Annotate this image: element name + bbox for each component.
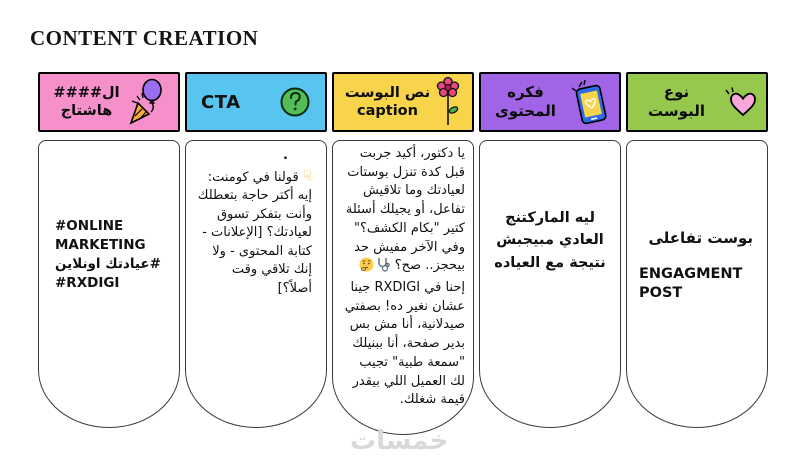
phone-heart-icon: [569, 78, 613, 126]
page-title: CONTENT CREATION: [30, 26, 259, 50]
column-cta: [185, 72, 327, 435]
post-type-card[interactable]: [626, 140, 768, 428]
post-type-header-title: نوع البوست: [648, 83, 705, 120]
cta-card[interactable]: [185, 140, 327, 428]
stethoscope-icon: [376, 257, 390, 279]
columns-board: [38, 72, 768, 435]
hashtag-card[interactable]: [38, 140, 180, 428]
hashtag-item: #RXDIGI: [55, 274, 120, 291]
caption-header-line1: نص البوست: [344, 84, 431, 101]
cta-dot: .: [283, 148, 288, 163]
cta-text-content: قولنا في كومنت: إيه أكتر حاجة بتعطلك وأنت بتفكر تسوق لعيادتك؟ [الإعلانات - كتابة المحتوى - ولا إنك تلاقي وقت أصلاً؟]: [197, 169, 312, 297]
hashtag-header-line2: هاشتاج: [60, 103, 113, 119]
hashtag-header-line1: ال####: [53, 84, 120, 101]
hashtag-item: #عيادتك اونلاين: [55, 255, 161, 272]
flower-icon: [435, 76, 461, 128]
post-type-arabic: بوست تفاعلى: [648, 229, 753, 247]
caption-header[interactable]: [332, 72, 474, 132]
caption-body: [333, 141, 473, 410]
column-hashtag: [38, 72, 180, 435]
caption-text-part2: إحنا في RXDIGI جينا عشان نغير ده! بصفتي صيدلانية، أنا مش بس بدير صفحة، أنا ببنيلك "سمعة طبية" تجيب لك العميل اللي بيقدر قيمة شغلك.: [344, 280, 465, 408]
caption-header-line2: caption: [357, 103, 418, 119]
cta-body: [186, 141, 326, 299]
column-post-type: [626, 72, 768, 435]
cta-header-title: CTA: [201, 91, 241, 113]
pointing-down-icon: ☟: [302, 166, 312, 185]
content-idea-card[interactable]: [479, 140, 621, 428]
heart-icon: [724, 86, 760, 118]
hashtag-list: [39, 141, 179, 293]
content-idea-text: ليه الماركتنج العادي مبيجبش نتيجة مع العياده: [494, 210, 606, 271]
question-mark-icon: [279, 86, 311, 118]
content-idea-header[interactable]: [479, 72, 621, 132]
column-content-idea: [479, 72, 621, 435]
thinking-face-icon: [359, 257, 374, 279]
cta-text: [194, 166, 312, 299]
hashtag-header[interactable]: [38, 72, 180, 132]
cta-header[interactable]: [185, 72, 327, 132]
khamsat-watermark: خمسات: [350, 426, 449, 456]
caption-text-part1: يا دكتور، أكيد جربت قبل كدة تنزل بوستات لعيادتك وما تلاقيش تفاعل، أو يجيلك أسئلة كتير "بكام الكشف؟" وفي الآخر مفيش حد بيحجز.. صح؟: [345, 146, 465, 274]
post-type-header[interactable]: [626, 72, 768, 132]
post-type-english: ENGAGMENT POST: [639, 266, 743, 301]
hashtag-header-title: [53, 84, 119, 120]
content-idea-header-title: فكره المحتوى: [495, 83, 556, 120]
party-balloon-icon: [125, 78, 165, 126]
column-caption: [332, 72, 474, 435]
caption-header-title: [345, 84, 430, 120]
caption-card[interactable]: [332, 140, 474, 435]
hashtag-item: #ONLINE MARKETING: [55, 218, 146, 253]
